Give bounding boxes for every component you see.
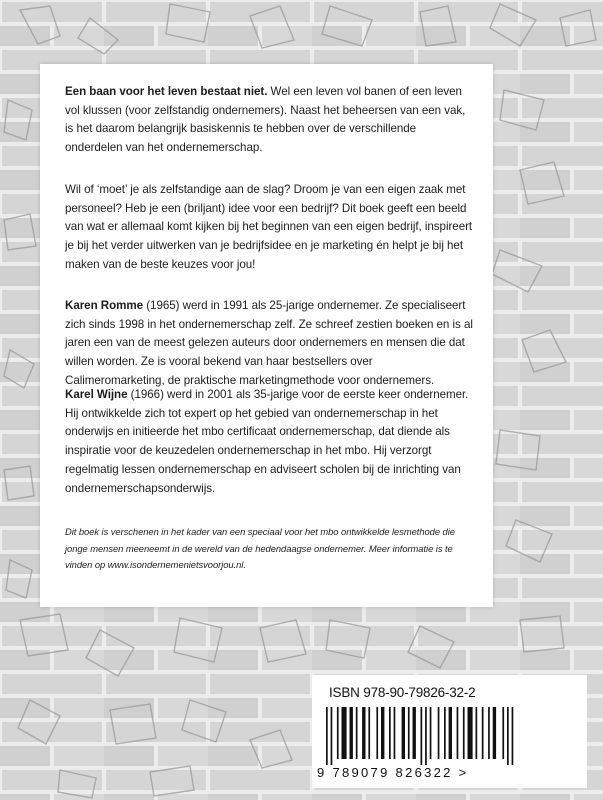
back-cover-text-panel [40, 64, 493, 607]
publication-note: Dit boek is verschenen in het kader van een speciaal voor het mbo ontwikkelde lesmethode die jonge mensen meeneemt in de wereld van de hedendaagse ondernemer. Meer informatie is te vinden op www.isondernemenietsvoorjou.nl. [65, 526, 455, 570]
intro-body: Wel een leven vol banen of een leven vol klussen (voor zelfstandig ondernemers). Naast het beheersen van een vak, is het daarom belangrijk basiskennis te hebben over de verschillende onderdelen van het ondernemerschap. [65, 85, 466, 155]
intro-paragraph [65, 83, 475, 158]
author-name-karel: Karel Wijne [65, 388, 128, 401]
author-bio-karen-text: (1965) werd in 1991 als 25-jarige ondernemer. Ze specialiseert zich sinds 1998 in het ondernemerschap zelf. Ze schreef zestien boeken en is al jaren een van de meest gelezen auteurs door ondernemers en mensen die dat willen worden. Ze is vooral bekend van haar bestsellers over Calimeromarketing, de praktische marketingmethode voor ondernemers. [65, 299, 473, 387]
author-bio-karel [65, 386, 475, 498]
barcode-bars [324, 707, 574, 765]
ean-digits: 9 789079 826322 > [317, 765, 469, 780]
author-bio-karel-text: (1966) werd in 2001 als 35-jarige voor de eerste keer ondernemer. Hij ontwikkelde zich tot expert op het gebied van ondernemerschap in het onderwijs en initieerde het mbo certificaat ondernemerschap, dat diende als inspiratie voor de keuzedelen ondernemerschap in het mbo. Hij verzorgt regelmatig lessen ondernemerschap en adviseert scholen bij de inrichting van ondernemerschapsonderwijs. [65, 388, 469, 495]
isbn-barcode-box [312, 675, 587, 788]
description-paragraph: Wil of ‘moet’ je als zelfstandige aan de slag? Droom je van een eigen zaak met personeel? Heb je een (briljant) idee voor een bedrijf? Dit boek geeft een beeld van wat er allemaal komt kijken bij het beginnen van een eigen bedrijf, inspireert je bij het verder uitwerken van je bedrijfsidee en je marketing én helpt je bij het maken van de beste keuzes voor jou! [65, 183, 473, 271]
author-bio-karen [65, 297, 475, 391]
intro-lead: Een baan voor het leven bestaat niet. [65, 85, 268, 98]
author-name-karen: Karen Romme [65, 299, 144, 312]
isbn-label: ISBN 978-90-79826-32-2 [329, 685, 476, 700]
